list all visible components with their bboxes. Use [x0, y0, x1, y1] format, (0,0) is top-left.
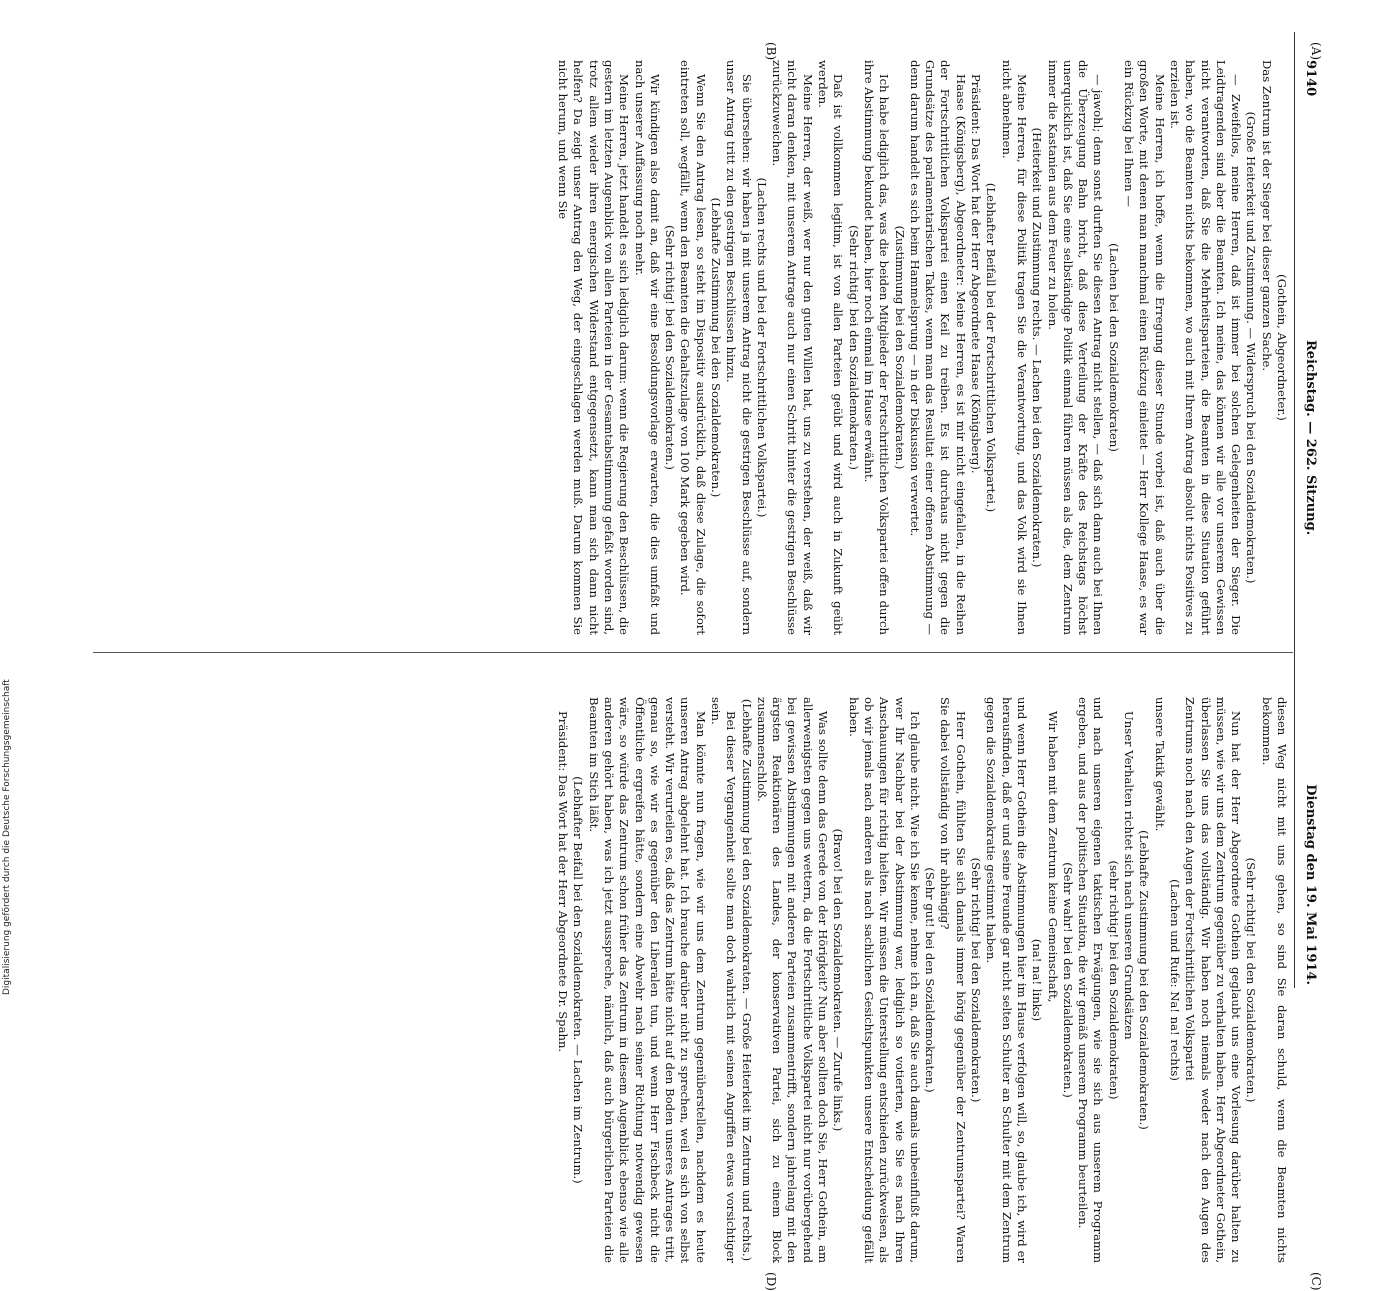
page-number: 9140: [1303, 60, 1318, 97]
left-column-paragraph: (Zustimmung bei den Sozialdemokraten.): [892, 225, 907, 470]
left-column-paragraph: Meine Herren, für diese Politik tragen Sie die Verantwortung, und das Volk wird sie Ihnen nicht abnehmen.: [999, 60, 1029, 635]
left-column-paragraph: (Lebhafte Zustimmung bei den Sozialdemokraten.): [709, 197, 724, 498]
left-column-paragraph: Meine Herren, der weiß, wer nur den guten Willen hat, uns zu verstehen, der weiß, daß wir nicht daran denken, mit unserem Antrage auch nur einen Schritt hinter die gestrigen Beschlüsse zurückzuweichen.: [770, 60, 815, 635]
right-column-paragraph: (Lebhafte Zustimmung bei den Sozialdemokraten. — Große Heiterkeit im Zentrum und rechts.): [739, 698, 754, 1262]
right-column-paragraph: Bei dieser Vergangenheit sollte man doch wahrlich mit seinen Angriffen etwas vorsichtiger sein.: [709, 697, 739, 1263]
right-column-paragraph: (Sehr richtig! bei den Sozialdemokraten.): [1244, 857, 1259, 1103]
right-column-paragraph: (Sehr wahr! bei den Sozialdemokraten.): [1060, 862, 1075, 1098]
header-divider: [1294, 32, 1295, 988]
right-column-paragraph: (Bravo! bei den Sozialdemokraten. — Zurufe links.): [831, 828, 846, 1132]
right-column-paragraph: Unser Verhalten richtet sich nach unseren Grundsätzen: [1122, 711, 1137, 1040]
left-column-paragraph: (Heiterkeit und Zustimmung rechts. — Lachen bei den Sozialdemokraten.): [1030, 127, 1045, 568]
left-column-paragraph: (Sehr richtig! bei den Sozialdemokraten.): [846, 225, 861, 470]
left-column-paragraph: (Sehr richtig! bei den Sozialdemokraten.): [663, 225, 678, 470]
right-column-paragraph: Was sollte denn das Gerede von der Hörigkeit? Nun aber sollten doch Sie, Herr Gothein, am allerwenigsten gegen uns wettern, da die Fortschrittliche Volkspartei nicht nur vorübergehend bei gewissen Abstimmungen mit anderen Parteien zusammentrifft, sondern jahrelang mit den ärgsten Reaktionären des Landes, der konservativen Partei, sich zu einem Block zusammenschloß.: [754, 697, 831, 1263]
left-column-paragraph: Meine Herren, jetzt handelt es sich lediglich darum: wenn die Regierung den Beschlüssen, die gestern im letzten Augenblick von allen Parteien in der Gesamtabstimmung gefaßt worden sind, trotz allem wieder ihren energischen Widerstand entgegensetzt, kann man sich dann nicht helfen? Da zeigt unser Antrag den Weg, der eingeschlagen werden muß. Darum kommen Sie nicht herum, und wenn Sie: [556, 60, 632, 635]
right-column-paragraph: Man könnte nun fragen, wie wir uns dem Zentrum gegenüberstellen, nachdem es heute unseren Antrag abgelehnt hat. Ich brauche darüber nicht zu sprechen, weil es sich von selbst versteht. Wir verurteilen es, daß das Zentrum hätte nicht auf den Boden unseres Antrages tritt, genau so, wie wir es gegenüber den Liberalen tun, und wenn Herr Fischbeck nicht die Öffentliche ergreifen hätte, sondern eine Abwehr nach seiner Richtung notwendig gewesen wäre, so würde das Zentrum schon früher das Zentrum in diesem Augenblick ebenso wie alle anderen gehört haben, was ich jetzt ausspreche, nämlich, daß auch bürgerlichen Parteien die Beamten im Stich läßt.: [586, 697, 708, 1263]
right-column-paragraph: diesen Weg nicht mit uns gehen, so sind Sie daran schuld, wenn die Beamten nichts bekommen.: [1259, 697, 1289, 1263]
right-column-paragraph: Herr Gothein, fühlten Sie sich damals immer hörig gegenüber der Zentrumspartei? Waren Sie dabei vollständig von ihr abhängig?: [938, 697, 968, 1263]
margin-mark-d: (D): [764, 1272, 778, 1291]
left-column-paragraph: Meine Herren, ich hoffe, wenn die Erregung dieser Stunde vorbei ist, daß auch über die großen Worte, mit denen man manchmal einen Rückzug einleitet — Herr Kollege Haase, es war ein Rückzug bei Ihnen —: [1122, 60, 1167, 635]
margin-mark-c: (C): [1309, 1272, 1323, 1291]
page-header: [1299, 60, 1321, 985]
right-column-paragraph: und wenn Herr Gothein die Abstimmungen hier im Hause verfolgen will, so, glaube ich, wird er herausfinden, daß er und seine Freunde gar nicht selten Schulter an Schulter mit dem Zentrum gegen die Sozialdemokratie gestimmt haben.: [984, 697, 1029, 1263]
left-column-paragraph: (Gothein, Abgeordneter.): [1275, 274, 1289, 421]
right-column-paragraph: Ich glaube nicht. Wie ich Sie kenne, nehme ich an, daß Sie auch damals unbeeinflußt darum, wer Ihr Nachbar bei der Abstimmung war, lediglich so votierten, wie Sie es nach Ihren Anschauungen für richtig hielten. Wir müssen die Unterstellung entschieden zurückweisen, als ob wir jemals nach anderen als nach sachlichen Gesichtspunkten unsere Entscheidung gefällt haben.: [846, 697, 922, 1263]
right-column-paragraph: (Sehr richtig! bei den Sozialdemokraten.): [969, 857, 984, 1103]
right-column-paragraph: unsere Taktik gewählt.: [1152, 697, 1167, 832]
right-column-paragraph: Wir haben mit dem Zentrum keine Gemeinschaft,: [1045, 711, 1060, 1003]
left-column-paragraph: Sie übersehen: wir haben ja mit unserem Antrag nicht die gestrigen Beschlüsse auf, sondern unser Antrag tritt zu den gestrigen Beschlüssen hinzu.: [724, 60, 754, 635]
left-column-paragraph: (Lachen rechts und bei der Fortschrittlichen Volkspartei.): [754, 177, 769, 518]
left-column-paragraph: Daß ist vollkommen legitim, ist von allen Parteien geübt und wird auch in Zukunft geübt werden.: [816, 60, 846, 635]
left-column-paragraph: Präsident: Das Wort hat der Herr Abgeordnete Haase (Königsberg).: [969, 74, 984, 474]
left-column-paragraph: Ich habe lediglich das, was die beiden Mitglieder der Fortschrittlichen Volkspartei offen durch ihre Abstimmung bekundet haben, hier noch einmal im Hause erwähnt.: [861, 60, 892, 635]
right-column-paragraph: (Lebhafter Beifall bei den Sozialdemokraten. — Lachen im Zentrum.): [571, 776, 586, 1184]
left-column-paragraph: Haase (Königsberg), Abgeordneter: Meine Herren, es ist mir nicht eingefallen, in die Reihen der Fortschrittlichen Volkspartei einen Keil zu treiben. Es ist durchaus nicht gegen die Grundsätze des parlamentarischen Taktes, wenn man das Resultat einer offenen Abstimmung — denn darum handelt es sich beim Hammelsprung — in der Diskussion verwertet.: [907, 60, 968, 635]
right-column-paragraph: und nach unseren eigenen taktischen Erwägungen, wie sie sich aus unserem Programm ergeben, und aus der politischen Situation, die wir gemäß unserem Programm beurteilen.: [1076, 697, 1106, 1263]
right-column-paragraph: (na! na! links): [1030, 938, 1045, 1022]
left-column-paragraph: (Lebhafter Beifall bei der Fortschrittlichen Volkspartei.): [984, 182, 999, 513]
margin-mark-b: (B): [764, 42, 778, 61]
right-column-paragraph: Präsident: Das Wort hat der Herr Abgeordnete Dr. Spahn.: [556, 711, 571, 1053]
left-column-paragraph: (Große Heiterkeit und Zustimmung. — Widerspruch bei den Sozialdemokraten.): [1244, 111, 1259, 584]
session-date: Dienstag den 19. Mai 1914.: [1303, 784, 1318, 985]
left-column-paragraph: Wir kündigen also damit an, daß wir eine Besoldungsvorlage erwarten, die dies umfaßt und nach unserer Auffassung noch mehr.: [632, 60, 662, 635]
session-title: Reichstag. — 262. Sitzung.: [1303, 340, 1318, 536]
right-column-paragraph: (Lebhafte Zustimmung bei den Sozialdemokraten.): [1137, 830, 1152, 1130]
left-column-paragraph: Wenn Sie den Antrag lesen, so steht im Dispositiv ausdrücklich, daß diese Zulage, die sofort eintreten soll, wegfällt, wenn den Beamten die Gehaltszulage von 100 Mark gegeben wird.: [678, 60, 708, 635]
right-column-paragraph: (Sehr gut! bei den Sozialdemokraten.): [923, 867, 938, 1093]
funding-note: Digitalisierung gefördert durch die Deutsche Forschungsgemeinschaft: [2, 679, 12, 995]
left-column-paragraph: (Lachen bei den Sozialdemokraten): [1106, 243, 1121, 452]
left-text-column: [99, 60, 1289, 635]
right-text-column: [99, 697, 1289, 1263]
column-rule: [93, 652, 1293, 653]
left-column-paragraph: — Zweifellos, meine Herren, daß ist immer bei solchen Gelegenheiten der Sieger. Die Leidtragenden sind aber die Beamten. Ich meine, das können wir alle vor unserem Gewissen nicht verantworten, daß Sie die Mehrheitsparteien, die Beamten in diese Situation geführt haben, wo die Beamten nichts bekommen, wo auch mit Ihrem Antrag absolut nichts Positives zu erzielen ist.: [1167, 60, 1244, 635]
margin-mark-a: (A): [1309, 42, 1323, 61]
right-column-paragraph: Nun hat der Herr Abgeordnete Gothein geglaubt uns eine Vorlesung darüber halten zu müssen, wie wir uns dem Zentrum gegenüber zu verhalten haben. Herr Abgeordneter Gothein, überlassen Sie uns das vollständig. Wir haben noch niemals weder nach den Augen des Zentrums noch nach den Augen der Fortschrittlichen Volkspartei: [1183, 697, 1244, 1263]
right-column-paragraph: (Lachen und Rufe: Na! na! rechts): [1167, 879, 1182, 1081]
left-column-paragraph: — jawohl; denn sonst durften Sie diesen Antrag nicht stellen, — daß sich dann auch bei Ihnen die Überzeugung Bahn bricht, daß diese Verteilung der Kräfte des Reichstags höchst unerquicklich ist, daß Sie eine selbständige Politik einmal führen müssen als die, dem Zentrum immer die Kastanien aus dem Feuer zu holen.: [1045, 60, 1106, 635]
left-column-paragraph: Das Zentrum ist der Sieger bei dieser ganzen Sache.: [1259, 60, 1274, 372]
right-column-paragraph: (sehr richtig! bei den Sozialdemokraten): [1106, 860, 1121, 1100]
